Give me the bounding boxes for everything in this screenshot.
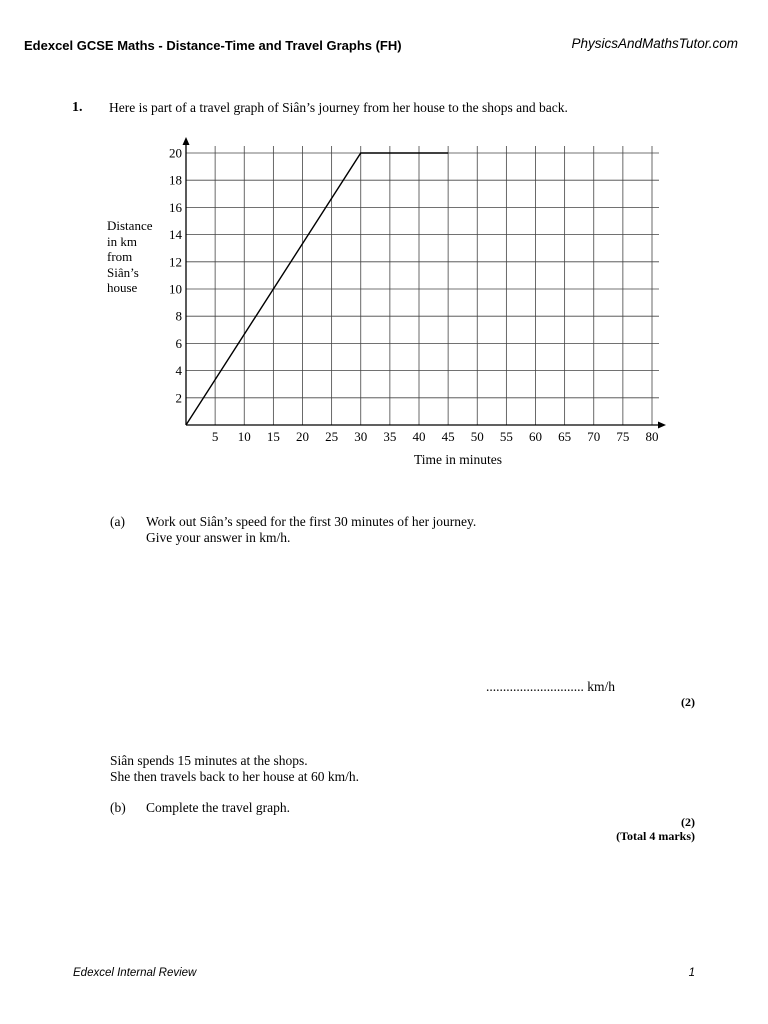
- x-tick-label: 30: [354, 429, 368, 444]
- x-tick-label: 55: [499, 429, 513, 444]
- y-axis-label-line: house: [107, 280, 138, 295]
- x-tick-label: 5: [211, 429, 219, 444]
- y-axis-label-line: Distance: [107, 218, 153, 233]
- total-marks: (Total 4 marks): [616, 829, 695, 843]
- y-tick-label: 18: [169, 172, 182, 188]
- part-a-instruction: Give your answer in km/h.: [146, 530, 291, 545]
- x-tick-label: 25: [325, 429, 339, 444]
- info-line-return: She then travels back to her house at 60 km/h.: [110, 769, 359, 784]
- part-b-marks: (2): [681, 815, 695, 829]
- y-tick-label: 8: [175, 308, 182, 324]
- x-axis-arrowhead: [658, 422, 666, 429]
- y-tick-label: 14: [169, 227, 182, 243]
- part-a-label: (a): [110, 514, 125, 529]
- x-tick-label: 60: [529, 429, 542, 444]
- x-tick-label: 80: [645, 429, 659, 444]
- x-tick-label: 50: [470, 429, 484, 444]
- y-axis-label-line: in km: [107, 233, 137, 249]
- travel-graph: [0, 0, 768, 480]
- footer-source: Edexcel Internal Review: [73, 967, 197, 979]
- part-b-question: Complete the travel graph.: [146, 800, 290, 815]
- y-axis-label-line: Siân’s: [107, 264, 139, 280]
- x-tick-label: 20: [296, 429, 309, 444]
- y-tick-label: 10: [169, 281, 182, 297]
- y-tick-label: 6: [175, 335, 182, 351]
- x-tick-label: 40: [412, 429, 426, 444]
- part-a-marks: (2): [681, 695, 695, 709]
- question-intro: Here is part of a travel graph of Siân’s journey from her house to the shops and back.: [109, 100, 568, 115]
- y-tick-label: 2: [175, 390, 182, 406]
- question-number: 1.: [72, 100, 83, 115]
- x-tick-label: 70: [587, 429, 601, 444]
- x-tick-label: 45: [441, 429, 455, 444]
- y-axis-label-line: from: [107, 249, 133, 264]
- document-header-site: PhysicsAndMathsTutor.com: [571, 36, 738, 51]
- y-tick-label: 12: [169, 254, 182, 270]
- y-tick-label: 16: [169, 199, 182, 215]
- footer-page-number: 1: [688, 967, 695, 979]
- y-axis-arrowhead: [183, 137, 190, 145]
- part-b-label: (b): [110, 800, 126, 815]
- x-tick-label: 35: [383, 429, 397, 444]
- x-tick-label: 65: [558, 429, 572, 444]
- document-header-title: Edexcel GCSE Maths - Distance-Time and Travel Graphs (FH): [24, 38, 402, 53]
- part-a-question: Work out Siân’s speed for the first 30 minutes of her journey.: [146, 514, 477, 529]
- x-tick-label: 15: [266, 429, 280, 444]
- info-line-shops: Siân spends 15 minutes at the shops.: [110, 753, 308, 768]
- x-tick-label: 75: [616, 429, 630, 444]
- part-a-answer-line: ............................. km/h: [486, 679, 616, 694]
- x-tick-label: 10: [237, 429, 251, 444]
- x-axis-label: Time in minutes: [413, 452, 503, 467]
- y-tick-label: 20: [169, 145, 182, 161]
- y-tick-label: 4: [175, 363, 182, 379]
